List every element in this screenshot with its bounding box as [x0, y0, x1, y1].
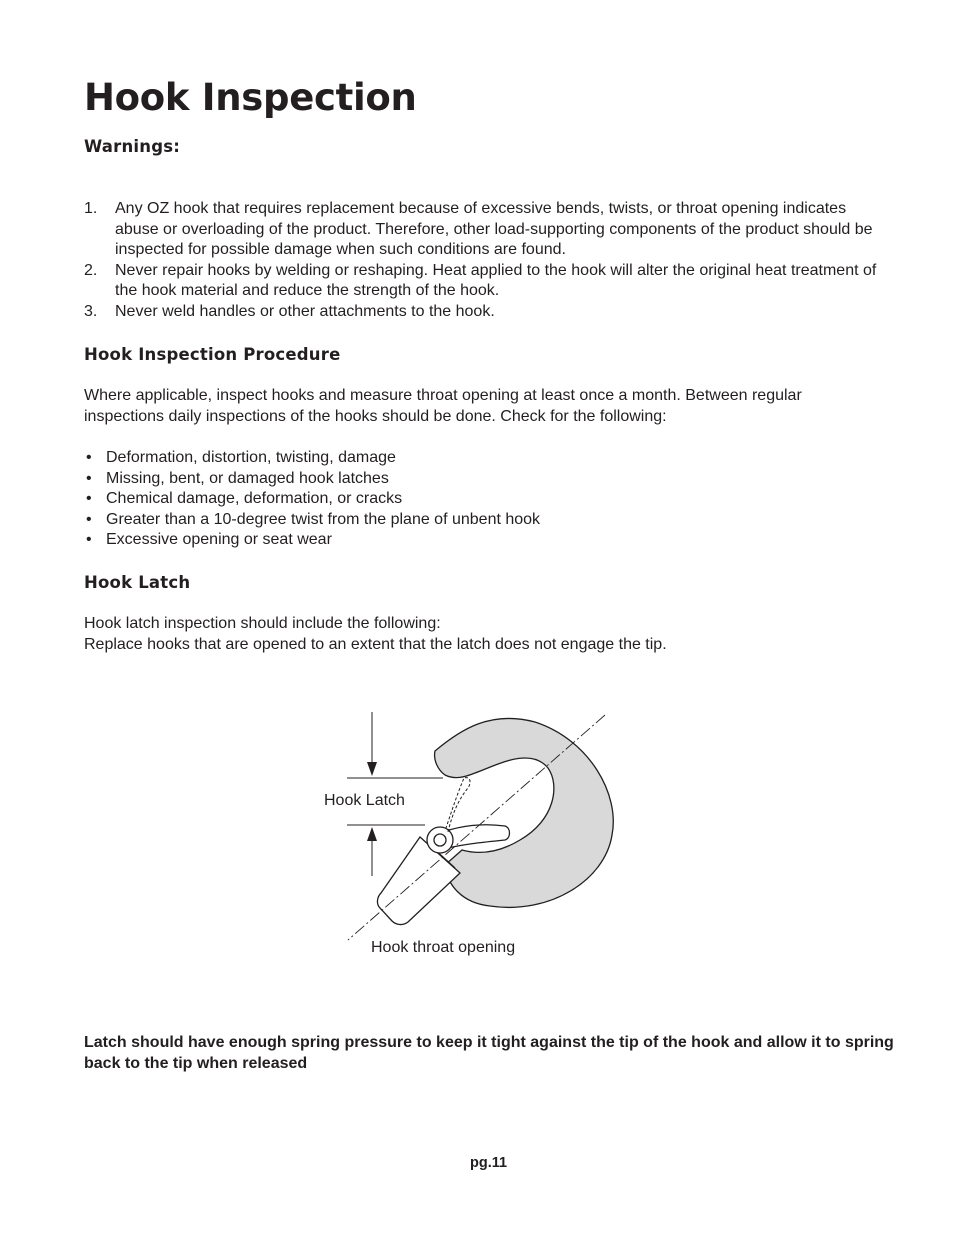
hook-latch-label: Hook Latch — [324, 792, 405, 809]
checklist-item: • Missing, bent, or damaged hook latches — [84, 469, 540, 490]
checklist-item: • Chemical damage, deformation, or cracks — [84, 489, 540, 510]
checklist-item: • Greater than a 10-degree twist from the plane of unbent hook — [84, 510, 540, 531]
latch-replace-line: Replace hooks that are opened to an extent that the latch does not engage the tip. — [84, 636, 667, 653]
warning-item: 1. Any OZ hook that requires replacement because of excessive bends, twists, or throat opening indicates abuse or overloading of the product. Therefore, other load-supporting components of the product should be inspected for possible damage when such conditions are found. — [84, 200, 873, 259]
page-title: Hook Inspection — [84, 76, 417, 119]
hook-diagram — [300, 700, 640, 970]
warnings-list — [84, 199, 884, 323]
hook-body-shape — [435, 718, 614, 907]
procedure-heading: Hook Inspection Procedure — [84, 345, 341, 364]
page-number: pg.11 — [470, 1155, 508, 1171]
spring-pressure-note: Latch should have enough spring pressure to keep it tight against the tip of the hook and allow it to spring back to the tip when released — [84, 1034, 894, 1072]
dimension-bottom-arrowhead — [367, 827, 377, 841]
warning-item: 3. Never weld handles or other attachments to the hook. — [84, 302, 495, 320]
dimension-top-arrowhead — [367, 762, 377, 776]
hook-latch-heading: Hook Latch — [84, 573, 191, 592]
warning-item: 2. Never repair hooks by welding or reshaping. Heat applied to the hook will alter the original heat treatment of the hook material and reduce the strength of the hook. — [84, 261, 877, 300]
hook-illustration — [300, 700, 640, 970]
latch-pivot-pin — [434, 834, 446, 846]
latch-inspection-line: Hook latch inspection should include the following: — [84, 615, 441, 632]
latch-open-dashed — [446, 778, 470, 832]
inspection-checklist — [84, 448, 540, 551]
checklist-item: • Deformation, distortion, twisting, damage — [84, 448, 540, 469]
hook-throat-opening-label: Hook throat opening — [371, 939, 516, 956]
checklist-item: • Excessive opening or seat wear — [84, 530, 540, 551]
procedure-intro: Where applicable, inspect hooks and measure throat opening at least once a month. Between regular inspections daily inspections of the hooks should be done. Check for the following: — [84, 387, 802, 425]
warnings-heading: Warnings: — [84, 137, 181, 156]
